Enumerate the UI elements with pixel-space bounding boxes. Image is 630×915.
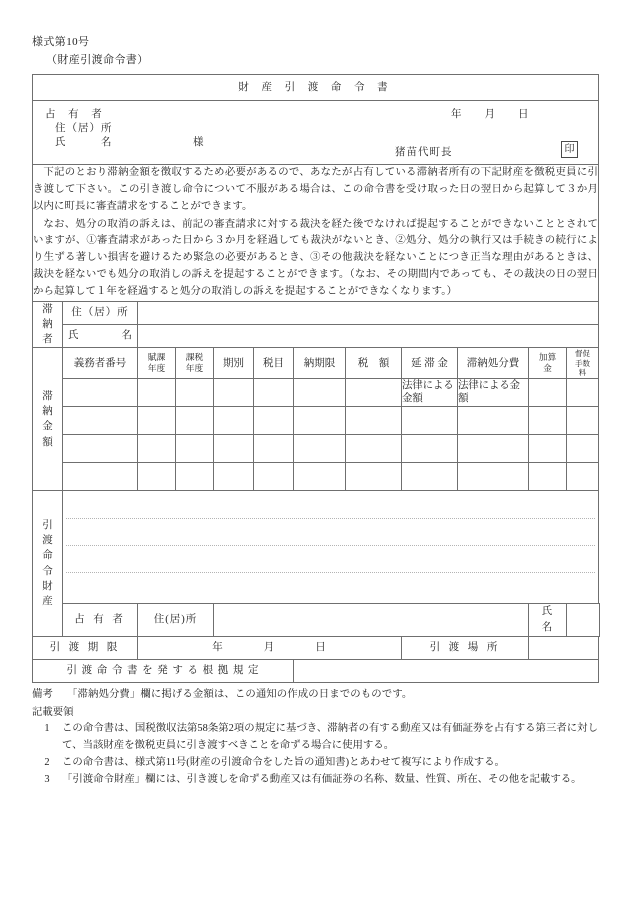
tax-cell-levy-year[interactable] bbox=[138, 435, 176, 463]
tax-cell-tax-year[interactable] bbox=[176, 463, 214, 491]
tax-label-char-2: 納 bbox=[42, 406, 53, 418]
instruction-number-1: 1 bbox=[44, 723, 50, 735]
deadline-year-label: 年 bbox=[212, 642, 224, 654]
property-label-char-4: 令 bbox=[42, 565, 53, 577]
delivery-deadline-input[interactable] bbox=[138, 636, 402, 659]
tax-cell-levy-year[interactable] bbox=[138, 463, 176, 491]
tax-cell-tax-item[interactable] bbox=[254, 379, 294, 407]
column-header-tax-year bbox=[176, 348, 214, 379]
remarks-line bbox=[32, 687, 600, 703]
column-header-tax-amount: 税 額 bbox=[346, 348, 402, 379]
delivery-deadline-label: 引 渡 期 限 bbox=[33, 636, 138, 659]
tax-cell-disposition-cost[interactable] bbox=[458, 435, 529, 463]
property-label-char-5: 財 bbox=[42, 580, 53, 592]
column-header-demand-fee bbox=[567, 348, 599, 379]
tax-label-char-3: 金 bbox=[42, 421, 53, 433]
issue-date-line bbox=[451, 107, 530, 123]
delinquent-name-char-2: 名 bbox=[121, 330, 132, 342]
list-item bbox=[32, 721, 600, 755]
tax-cell-delinquency-charge[interactable] bbox=[402, 407, 458, 435]
instructions-title: 記載要領 bbox=[32, 706, 74, 718]
tax-label-char-4: 額 bbox=[42, 436, 53, 448]
list-item bbox=[32, 755, 600, 772]
occupant-name-label: 氏 名 bbox=[55, 137, 113, 148]
tax-cell-tax-amount[interactable] bbox=[346, 435, 402, 463]
column-header-tax-item: 税目 bbox=[254, 348, 294, 379]
tax-cell-disposition-cost: 法律による金額 bbox=[458, 379, 529, 407]
tax-cell-obligor-number[interactable] bbox=[63, 407, 138, 435]
property-occupant-name-label: 氏 名 bbox=[529, 604, 567, 637]
tax-cell-payment-deadline[interactable] bbox=[294, 407, 346, 435]
tax-cell-tax-amount[interactable] bbox=[346, 379, 402, 407]
body-paragraph-1: 下記のとおり滞納金額を徴収するため必要があるので、あなたが占有している滞納者所有の下記財産を徴税吏員に引き渡して下さい。この引き渡し命令について不服がある場合は、この命令書を受け取った日の翌日から起算して３か月以内に町長に審査請求をすることができます。 bbox=[33, 167, 598, 212]
tax-cell-obligor-number[interactable] bbox=[63, 463, 138, 491]
property-label-char-2: 渡 bbox=[42, 535, 53, 547]
column-header-additional-charge bbox=[529, 348, 567, 379]
tax-cell-levy-year[interactable] bbox=[138, 379, 176, 407]
tax-amount-vertical-label bbox=[33, 348, 63, 491]
property-occupant-address-label: 住(居)所 bbox=[138, 604, 214, 637]
date-year-label: 年 bbox=[451, 109, 463, 120]
additional-charge-line-2: 金 bbox=[543, 363, 552, 374]
tax-cell-payment-deadline[interactable] bbox=[294, 379, 346, 407]
date-month-label: 月 bbox=[484, 109, 496, 120]
instruction-number-3: 3 bbox=[44, 773, 50, 785]
occupant-address-label: 住（居）所 bbox=[55, 123, 113, 134]
remarks-text: 「滞納処分費」欄に掲げる金額は、この通知の作成の日までのものです。 bbox=[66, 688, 413, 700]
instruction-text-2: この命令書は、様式第11号(財産の引渡命令をした旨の通知書)とあわせて複写により作成する。 bbox=[62, 756, 505, 768]
body-text-block bbox=[33, 165, 599, 302]
tax-cell-demand-fee[interactable] bbox=[567, 463, 599, 491]
form-number: 様式第10号 bbox=[32, 36, 90, 48]
delinquent-address-label: 住（居）所 bbox=[63, 301, 138, 324]
property-description-input[interactable] bbox=[63, 491, 599, 604]
delinquent-label-char-3: 者 bbox=[42, 334, 53, 346]
delivery-place-input[interactable] bbox=[529, 636, 599, 659]
tax-cell-delinquency-charge: 法律による金額 bbox=[402, 379, 458, 407]
tax-cell-additional-charge[interactable] bbox=[529, 407, 567, 435]
tax-cell-additional-charge[interactable] bbox=[529, 463, 567, 491]
document-title: 財 産 引 渡 命 令 書 bbox=[33, 75, 599, 101]
tax-cell-payment-deadline[interactable] bbox=[294, 435, 346, 463]
legal-basis-input[interactable] bbox=[294, 659, 599, 682]
tax-cell-period[interactable] bbox=[214, 407, 254, 435]
tax-year-line-1: 課税 bbox=[185, 352, 204, 363]
delivery-place-label: 引 渡 場 所 bbox=[402, 636, 529, 659]
tax-cell-period[interactable] bbox=[214, 435, 254, 463]
demand-fee-line-3: 料 bbox=[578, 368, 587, 378]
additional-charge-line-1: 加算 bbox=[538, 352, 557, 363]
tax-cell-tax-year[interactable] bbox=[176, 407, 214, 435]
property-label-char-1: 引 bbox=[42, 520, 53, 531]
legal-basis-label: 引 渡 命 令 書 を 発 す る 根 拠 規 定 bbox=[33, 659, 294, 682]
tax-cell-demand-fee[interactable] bbox=[567, 435, 599, 463]
levy-year-line-2: 年度 bbox=[147, 363, 166, 374]
instructions-list bbox=[32, 721, 600, 788]
tax-cell-disposition-cost[interactable] bbox=[458, 407, 529, 435]
tax-year-line-2: 年度 bbox=[185, 363, 204, 374]
column-header-disposition-cost: 滞納処分費 bbox=[458, 348, 529, 379]
occupant-header-block bbox=[33, 101, 599, 165]
tax-cell-period[interactable] bbox=[214, 379, 254, 407]
column-header-payment-deadline: 納期限 bbox=[294, 348, 346, 379]
property-occupant-address-input[interactable] bbox=[214, 604, 529, 637]
tax-cell-tax-amount[interactable] bbox=[346, 463, 402, 491]
form-subtitle: （財産引渡命令書） bbox=[46, 53, 149, 66]
tax-cell-tax-year[interactable] bbox=[176, 379, 214, 407]
tax-cell-additional-charge[interactable] bbox=[529, 379, 567, 407]
instruction-text-1: この命令書は、国税徴収法第58条第2項の規定に基づき、滞納者の有する動産又は有価証券を占有する第三者に対して、当該財産を徴税吏員に引き渡すべきことを命ずる場合に使用する。 bbox=[62, 723, 598, 751]
instruction-number-2: 2 bbox=[44, 756, 50, 768]
tax-cell-delinquency-charge[interactable] bbox=[402, 463, 458, 491]
demand-fee-line-1: 督促 bbox=[575, 349, 590, 359]
tax-cell-additional-charge[interactable] bbox=[529, 435, 567, 463]
tax-cell-obligor-number[interactable] bbox=[63, 379, 138, 407]
property-vertical-label bbox=[33, 491, 63, 637]
demand-fee-line-2: 手数 bbox=[575, 358, 590, 368]
issuer-name: 猪苗代町長 bbox=[395, 147, 453, 158]
tax-cell-obligor-number[interactable] bbox=[63, 435, 138, 463]
property-occupant-label: 占 有 者 bbox=[63, 604, 138, 637]
column-header-obligor-number: 義務者番号 bbox=[63, 348, 138, 379]
tax-cell-tax-item[interactable] bbox=[254, 463, 294, 491]
occupant-label: 占 有 者 bbox=[45, 109, 107, 120]
date-day-label: 日 bbox=[518, 109, 530, 120]
tax-cell-tax-amount[interactable] bbox=[346, 407, 402, 435]
tax-cell-demand-fee[interactable] bbox=[567, 379, 599, 407]
delinquent-label-char-2: 納 bbox=[42, 318, 53, 330]
list-item bbox=[32, 772, 600, 789]
tax-cell-tax-item[interactable] bbox=[254, 407, 294, 435]
delinquent-name-char-1: 氏 bbox=[68, 330, 79, 342]
tax-cell-levy-year[interactable] bbox=[138, 407, 176, 435]
property-label-char-3: 命 bbox=[42, 550, 53, 562]
column-header-period: 期別 bbox=[214, 348, 254, 379]
tax-cell-payment-deadline[interactable] bbox=[294, 463, 346, 491]
remarks-label: 備考 bbox=[32, 688, 53, 700]
tax-cell-demand-fee[interactable] bbox=[567, 407, 599, 435]
deadline-day-label: 日 bbox=[315, 642, 327, 654]
tax-label-char-1: 滞 bbox=[42, 390, 53, 402]
seal-stamp-icon: 印 bbox=[561, 141, 578, 158]
tax-cell-period[interactable] bbox=[214, 463, 254, 491]
column-header-delinquency-charge: 延 滞 金 bbox=[402, 348, 458, 379]
tax-cell-disposition-cost[interactable] bbox=[458, 463, 529, 491]
honorific-label: 様 bbox=[193, 137, 204, 148]
body-paragraph-2: なお、処分の取消の訴えは、前記の審査請求に対する裁決を経た後でなければ提起することができないこととされていますが、①審査請求があった日から３か月を経過しても裁決がないとき、②処分、処分の執行又は手続きの続行により生ずる著しい損害を避けるため緊急の必要があるとき、③その他裁決を経ないことにつき正当な理由があるときは、裁決を経ないでも処分の取消しの訴えを提起することができます。（なお、その期間内であっても、その裁決の日の翌日から起算して１年を経過すると処分の取消しの訴えを提起することができなくなります。） bbox=[33, 218, 598, 297]
tax-cell-tax-item[interactable] bbox=[254, 435, 294, 463]
delinquent-label-char-1: 滞 bbox=[42, 303, 53, 315]
delinquent-vertical-label bbox=[33, 301, 63, 348]
deadline-month-label: 月 bbox=[263, 642, 276, 654]
column-header-levy-year bbox=[138, 348, 176, 379]
tax-cell-tax-year[interactable] bbox=[176, 435, 214, 463]
order-form-table bbox=[32, 74, 600, 683]
levy-year-line-1: 賦課 bbox=[147, 352, 166, 363]
delinquent-name-label bbox=[63, 325, 138, 348]
tax-cell-delinquency-charge[interactable] bbox=[402, 435, 458, 463]
property-label-char-6: 産 bbox=[42, 596, 53, 608]
instruction-text-3: 「引渡命令財産」欄には、引き渡しを命ずる動産又は有価証券の名称、数量、性質、所在、その他を記載する。 bbox=[62, 773, 582, 785]
delinquent-address-input[interactable] bbox=[138, 301, 599, 324]
delinquent-name-input[interactable] bbox=[138, 325, 599, 348]
